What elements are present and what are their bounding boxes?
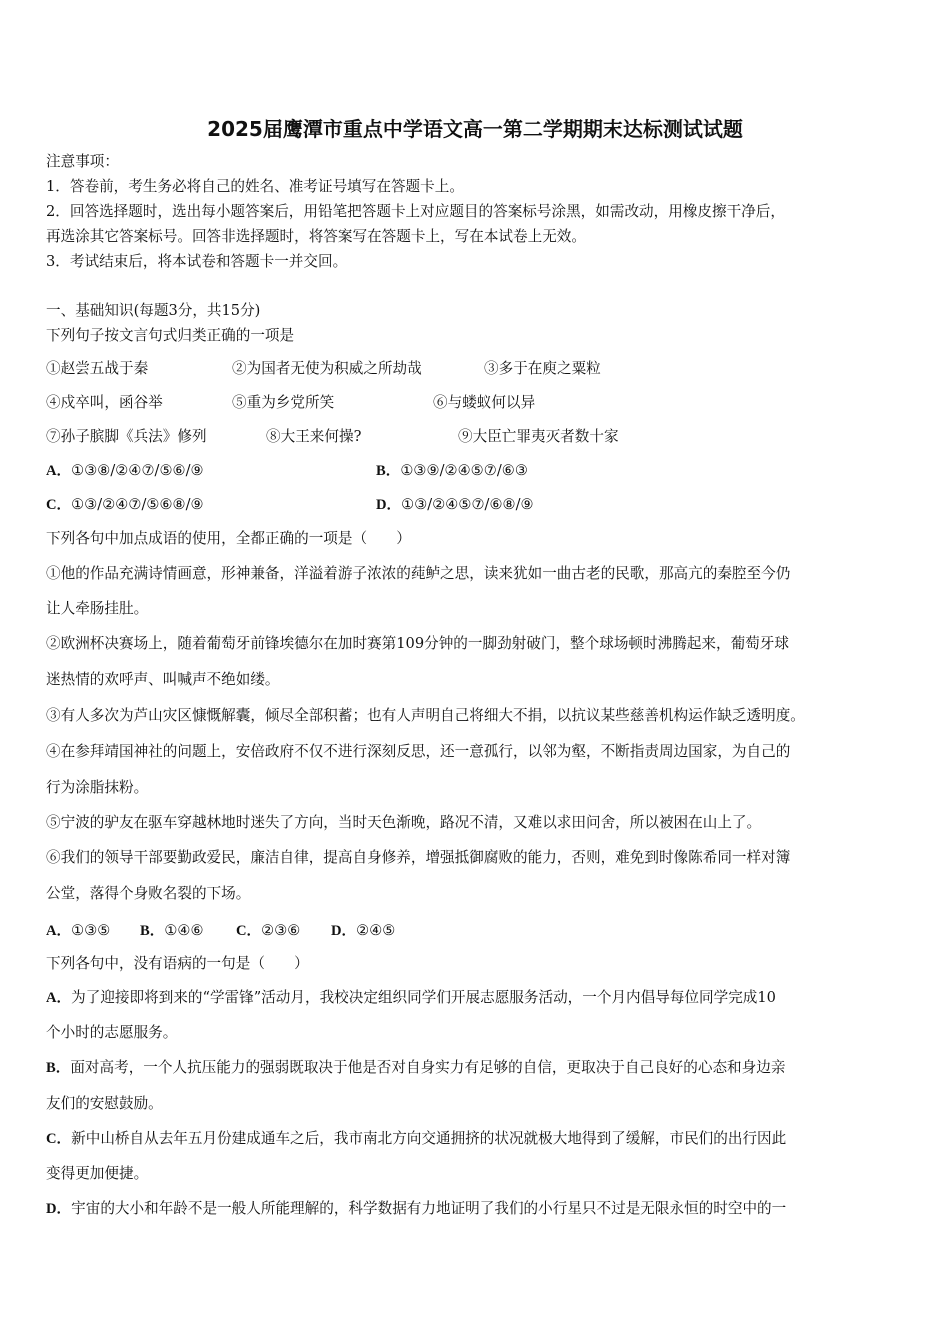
sentence-item: ②为国者无使为积威之所劫哉 — [232, 360, 422, 377]
question-stem: 下列句子按文言句式归类正确的一项是 — [46, 327, 295, 344]
option-letter: B． — [46, 1060, 71, 1076]
question-line: 行为涂脂抹粉。 — [46, 779, 149, 796]
notice-item: 再选涂其它答案标号。回答非选择题时，将答案写在答题卡上，写在本试卷上无效。 — [46, 228, 586, 245]
question-line: ①他的作品充满诗情画意，形神兼备，洋溢着游子浓浓的莼鲈之思，读来犹如一曲古老的民歌，那高亢的秦腔至今仍 — [46, 565, 791, 582]
option-letter: B． — [140, 923, 165, 939]
option-text-cont: 友们的安慰鼓励。 — [46, 1095, 163, 1112]
sentence-item: ⑧大王来何操? — [266, 428, 362, 445]
option-d — [331, 921, 395, 941]
sentence-item: ④戍卒叫，函谷举 — [46, 394, 163, 411]
sentence-item: ①赵尝五战于秦 — [46, 360, 149, 377]
option-letter: B． — [376, 463, 401, 479]
option-letter: A． — [46, 990, 72, 1006]
sentence-item: ⑦孙子膑脚《兵法》修列 — [46, 428, 207, 445]
question-line: ②欧洲杯决赛场上，随着葡萄牙前锋埃德尔在加时赛第109分钟的一脚劲射破门，整个球场顿时沸腾起来，葡萄牙球 — [46, 635, 789, 652]
option-text: ①③/②④⑤⑦/⑥⑧/⑨ — [401, 496, 534, 513]
sentence-item: ③多于在庾之粟粒 — [484, 360, 601, 377]
question-stem: 下列各句中加点成语的使用，全都正确的一项是（ ） — [46, 530, 411, 547]
option-text: ①③⑤ — [71, 922, 111, 939]
option-letter: A． — [46, 463, 72, 479]
option-text: 新中山桥自从去年五月份建成通车之后，我市南北方向交通拥挤的状况就极大地得到了缓解，市民们的出行因此 — [71, 1130, 787, 1147]
sentence-item: ⑤重为乡党所笑 — [232, 394, 335, 411]
question-line: 迷热情的欢呼声、叫喊声不绝如缕。 — [46, 671, 280, 688]
sentence-item: ⑥与蝼蚁何以异 — [433, 394, 536, 411]
notice-item: 3．考试结束后，将本试卷和答题卡一并交回。 — [46, 253, 348, 270]
option-b — [376, 461, 528, 481]
option-c — [236, 921, 300, 941]
option-text: ②④⑤ — [356, 922, 396, 939]
section-heading: 一、基础知识(每题3分，共15分) — [46, 302, 261, 319]
option-text-cont: 个小时的志愿服务。 — [46, 1024, 178, 1041]
question-line: ⑥我们的领导干部要勤政爱民，廉洁自律，提高自身修养，增强抵御腐败的能力，否则，难免到时像陈希同一样对簿 — [46, 849, 791, 866]
option-letter: C． — [46, 1131, 72, 1147]
option-letter: C． — [236, 923, 262, 939]
notice-heading: 注意事项： — [46, 153, 119, 170]
option-d — [376, 495, 534, 515]
question-line: ③有人多次为芦山灾区慷慨解囊，倾尽全部积蓄；也有人声明自己将细大不捐，以抗议某些慈善机构运作缺乏透明度。 — [46, 707, 805, 724]
option-letter: D． — [376, 497, 402, 513]
option-text: 面对高考，一个人抗压能力的强弱既取决于他是否对自身实力有足够的自信，更取决于自己良好的心态和身边亲 — [70, 1059, 786, 1076]
option-text-cont: 变得更加便捷。 — [46, 1165, 149, 1182]
option-letter: D． — [331, 923, 357, 939]
option-b — [140, 921, 204, 941]
question-line: ⑤宁波的驴友在驱车穿越林地时迷失了方向，当时天色渐晚，路况不清，又难以求田问舍，所以被困在山上了。 — [46, 814, 762, 831]
option-text: ①③⑧/②④⑦/⑤⑥/⑨ — [71, 462, 204, 479]
option-a — [46, 921, 110, 941]
question-stem: 下列各句中，没有语病的一句是（ ） — [46, 955, 309, 972]
question-line: 让人牵肠挂肚。 — [46, 600, 149, 617]
question-line: ④在参拜靖国神社的问题上，安倍政府不仅不进行深刻反思，还一意孤行，以邻为壑，不断指责周边国家，为自己的 — [46, 743, 791, 760]
option-letter: C． — [46, 497, 72, 513]
notice-item: 1．答卷前，考生务必将自己的姓名、准考证号填写在答题卡上。 — [46, 178, 464, 195]
option-d — [46, 1199, 920, 1219]
option-text: ②③⑥ — [261, 922, 301, 939]
option-a — [46, 988, 920, 1008]
option-text: ①④⑥ — [164, 922, 204, 939]
page-title: 2025届鹰潭市重点中学语文高一第二学期期末达标测试试题 — [207, 117, 743, 141]
option-text: ①③⑨/②④⑤⑦/⑥③ — [400, 462, 528, 479]
option-text: 为了迎接即将到来的“学雷锋”活动月，我校决定组织同学们开展志愿服务活动，一个月内倡导每位同学完成10 — [71, 989, 776, 1006]
option-letter: A． — [46, 923, 72, 939]
option-text: 宇宙的大小和年龄不是一般人所能理解的，科学数据有力地证明了我们的小行星只不过是无限永恒的时空中的一 — [71, 1200, 787, 1217]
option-letter: D． — [46, 1201, 72, 1217]
notice-item: 2．回答选择题时，选出每小题答案后，用铅笔把答题卡上对应题目的答案标号涂黑，如需改动，用橡皮擦干净后， — [46, 203, 785, 220]
sentence-item: ⑨大臣亡罪夷灭者数十家 — [458, 428, 619, 445]
option-b — [46, 1058, 920, 1078]
option-text: ①③/②④⑦/⑤⑥⑧/⑨ — [71, 496, 204, 513]
option-c — [46, 1129, 920, 1149]
option-a — [46, 461, 204, 481]
option-c — [46, 495, 204, 515]
question-line: 公堂，落得个身败名裂的下场。 — [46, 885, 251, 902]
